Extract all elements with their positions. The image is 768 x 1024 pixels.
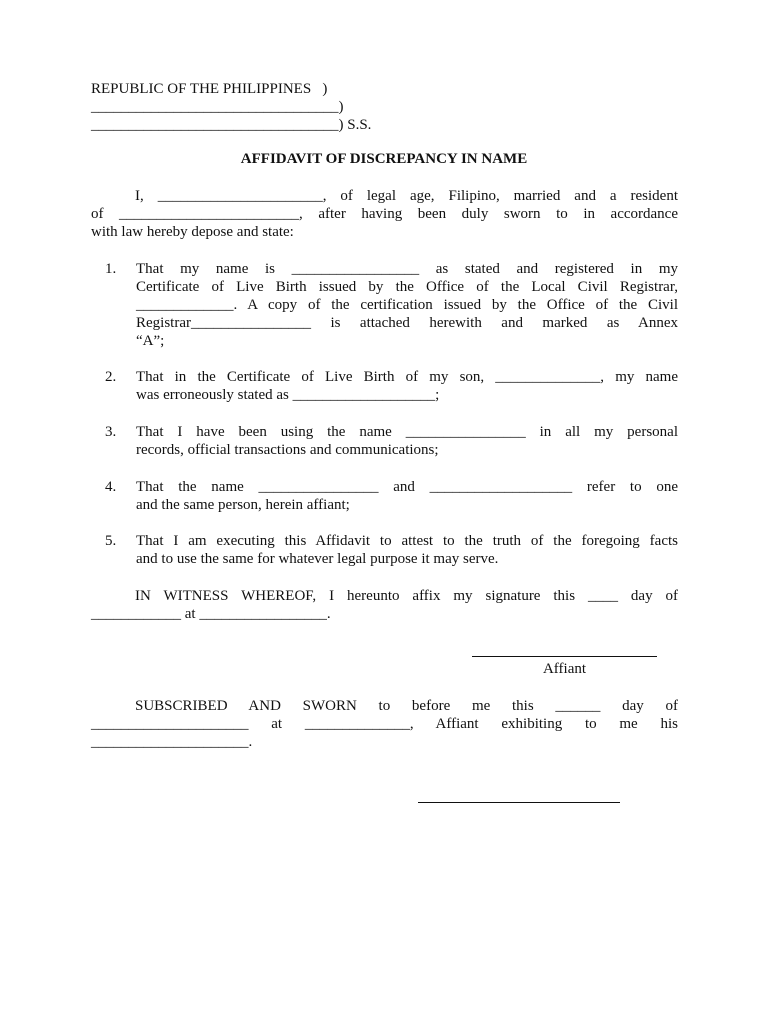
header-republic: REPUBLIC OF THE PHILIPPINES ) [91, 81, 328, 97]
affiant-signature-line [472, 656, 657, 657]
document-title: AFFIDAVIT OF DISCREPANCY IN NAME [240, 151, 528, 167]
notary-signature-line [418, 802, 620, 803]
item-1-line-1: That my name is _________________ as stated and registered in my [136, 261, 678, 277]
item-1-line-2: Certificate of Live Birth issued by the Office of the Local Civil Registrar, [136, 279, 678, 295]
intro-line-2: of ________________________, after having been duly sworn to in accordance [91, 206, 678, 222]
subscribed-line-1: SUBSCRIBED AND SWORN to before me this ______ day of [135, 698, 678, 714]
intro-paragraph [91, 187, 678, 241]
item-1-line-3: _____________. A copy of the certification issued by the Office of the Civil [136, 297, 678, 313]
subscribed-line-3: _____________________. [91, 734, 253, 750]
item-number: 1. [105, 261, 117, 277]
item-4-line-2: and the same person, herein affiant; [136, 497, 350, 513]
subscribed-line-2: _____________________ at ______________, Affiant exhibiting to me his [91, 716, 678, 732]
item-3-line-1: That I have been using the name ________________ in all my personal [136, 424, 678, 440]
witness-line-2: ____________ at _________________. [91, 606, 331, 622]
intro-line-3: with law hereby depose and state: [91, 224, 294, 240]
subscribed-paragraph [91, 697, 678, 751]
affiant-label: Affiant [542, 661, 587, 677]
item-number: 4. [105, 479, 117, 495]
witness-paragraph [91, 587, 678, 623]
item-3-line-2: records, official transactions and communications; [136, 442, 439, 458]
item-1-line-5: “A”; [136, 333, 165, 349]
item-number: 5. [105, 533, 117, 549]
header-blank-line: _________________________________) [91, 99, 344, 115]
intro-line-1: I, ______________________, of legal age, Filipino, married and a resident [135, 188, 678, 204]
item-2-line-1: That in the Certificate of Live Birth of my son, ______________, my name [136, 369, 678, 385]
item-5-line-1: That I am executing this Affidavit to attest to the truth of the foregoing facts [136, 533, 678, 549]
item-5-line-2: and to use the same for whatever legal purpose it may serve. [136, 551, 499, 567]
witness-line-1: IN WITNESS WHEREOF, I hereunto affix my signature this ____ day of [135, 588, 678, 604]
item-number: 3. [105, 424, 117, 440]
item-4-line-1: That the name ________________ and ___________________ refer to one [136, 479, 678, 495]
header-ss-line: _________________________________) S.S. [91, 117, 372, 133]
item-number: 2. [105, 369, 117, 385]
item-1-line-4: Registrar________________ is attached herewith and marked as Annex [136, 315, 678, 331]
item-2-line-2: was erroneously stated as ___________________; [136, 387, 440, 403]
